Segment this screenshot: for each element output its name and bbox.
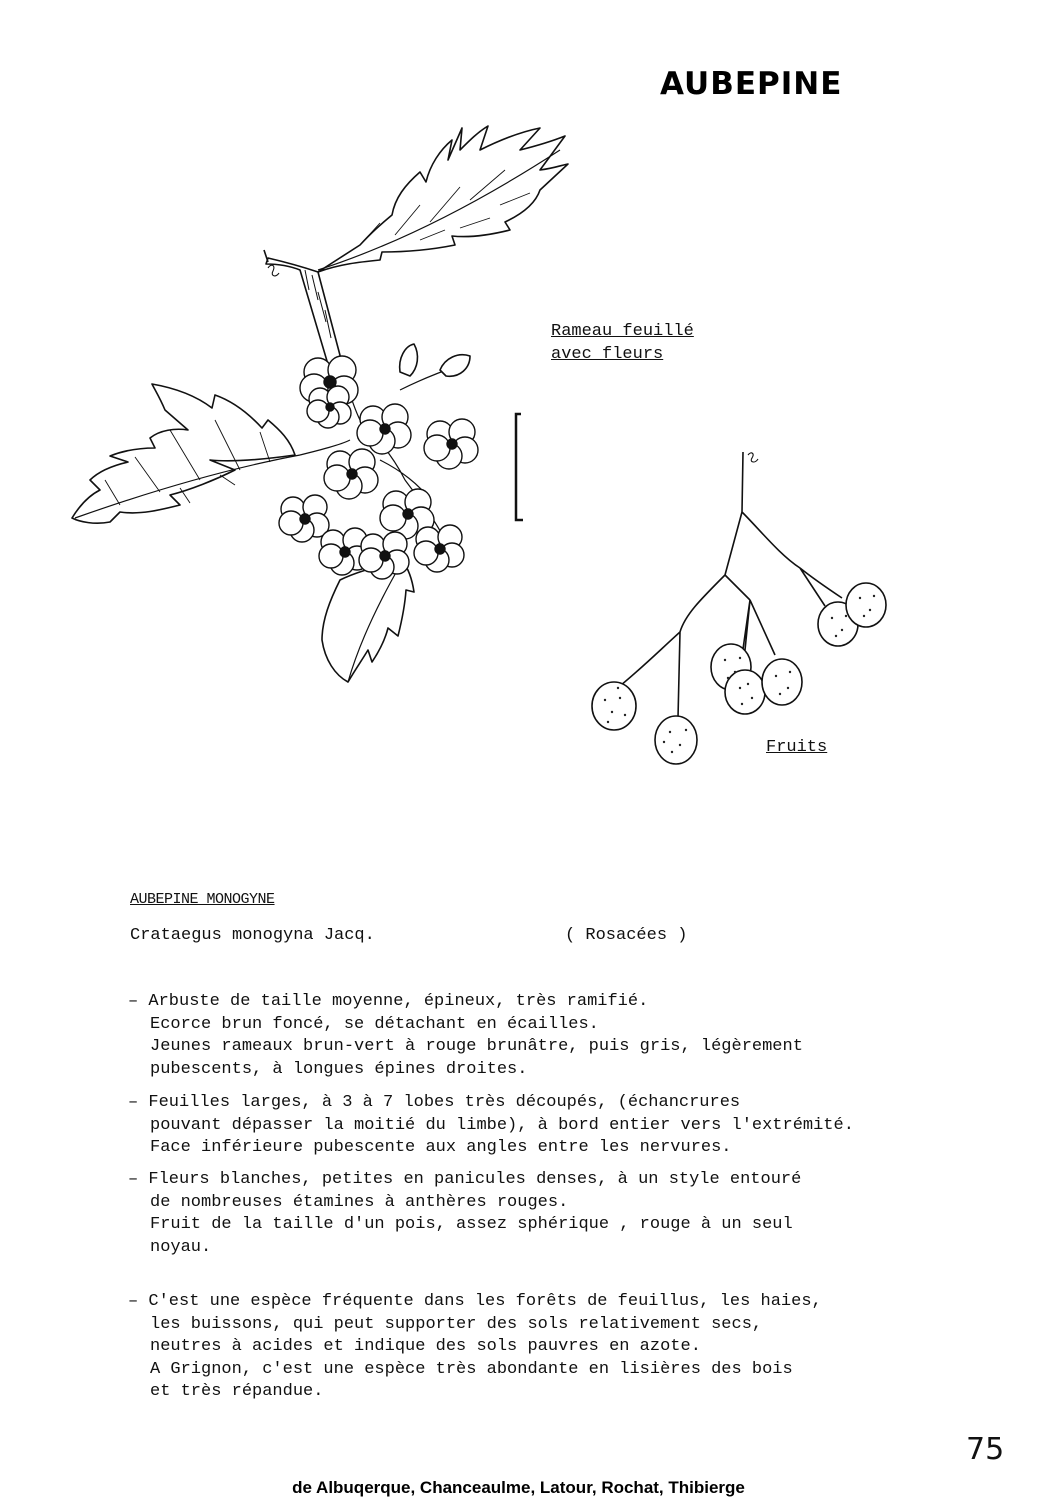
paragraph-line: pubescents, à longues épines droites. — [150, 1059, 528, 1079]
leafy-branch-drawing — [72, 126, 568, 682]
paragraph-line: et très répandue. — [150, 1382, 324, 1401]
description-paragraph: – C'est une espèce fréquente dans les forêts de feuillus, les haies, les buissons, qui peut supporter des sols relativement secs, neutres à acides et indique des sols pauvres en azote. A Grignon, c'est une espèce très abondante en lisières des bois et très répandue. — [128, 1291, 822, 1404]
branch-caption-line1: Rameau feuillé — [551, 322, 694, 341]
credits: de Albuqerque, Chanceaulme, Latour, Rochat, Thibierge — [292, 1478, 745, 1497]
fruit — [592, 583, 886, 764]
paragraph-line: Jeunes rameaux brun-vert à rouge brunâtre, puis gris, légèrement — [150, 1037, 803, 1056]
flower — [279, 356, 478, 579]
branch-caption-line2: avec fleurs — [551, 345, 664, 364]
species-common-name: AUBEPINE MONOGYNE — [130, 891, 275, 908]
description-paragraph: – Fleurs blanches, petites en panicules denses, à un style entouré de nombreuses étamines à anthères rouges. Fruit de la taille d'un pois, assez sphérique , rouge à un seul noyau. — [128, 1169, 801, 1259]
paragraph-first-line: Fleurs blanches, petites en panicules denses, à un style entouré — [148, 1170, 802, 1189]
paragraph-line: Fruit de la taille d'un pois, assez sphérique , rouge à un seul — [150, 1215, 793, 1234]
paragraph-line: les buissons, qui peut supporter des sols relativement secs, — [150, 1314, 763, 1334]
fruit-branch-drawing — [592, 452, 886, 764]
paragraph-line: A Grignon, c'est une espèce très abondante en lisières des bois — [150, 1359, 793, 1379]
paragraph-line: Ecorce brun foncé, se détachant en écailles. — [150, 1014, 599, 1034]
paragraph-first-line: Arbuste de taille moyenne, épineux, très ramifié. — [148, 992, 649, 1011]
branch-caption — [551, 320, 694, 366]
description-paragraph: – Feuilles larges, à 3 à 7 lobes très découpés, (échancrures pouvant dépasser la moitié du limbe), à bord entier vers l'extrémité. Face inférieure pubescente aux angles entre les nervures. — [128, 1092, 854, 1160]
paragraph-line: neutres à acides et indique des sols pauvres en azote. — [150, 1337, 701, 1356]
paragraph-line: de nombreuses étamines à anthères rouges. — [150, 1192, 569, 1212]
paragraph-line: Face inférieure pubescente aux angles entre les nervures. — [150, 1138, 732, 1157]
paragraph-first-line: C'est une espèce fréquente dans les forêts de feuillus, les haies, — [148, 1292, 822, 1311]
species-family: ( Rosacées ) — [565, 926, 688, 945]
page-title: AUBEPINE — [660, 66, 843, 102]
species-latin-name: Crataegus monogyna Jacq. — [130, 926, 375, 945]
fruits-caption: Fruits — [766, 738, 828, 757]
paragraph-first-line: Feuilles larges, à 3 à 7 lobes très découpés, (échancrures — [148, 1093, 741, 1112]
paragraph-line: pouvant dépasser la moitié du limbe), à bord entier vers l'extrémité. — [150, 1115, 854, 1135]
paragraph-line: noyau. — [150, 1237, 212, 1257]
scale-bar — [516, 414, 523, 520]
description-paragraph: – Arbuste de taille moyenne, épineux, très ramifié. Ecorce brun foncé, se détachant en écailles. Jeunes rameaux brun-vert à rouge brunâtre, puis gris, légèrement pubescents, à longues épines droites. — [128, 991, 803, 1081]
page-number: 75 — [966, 1432, 1005, 1467]
